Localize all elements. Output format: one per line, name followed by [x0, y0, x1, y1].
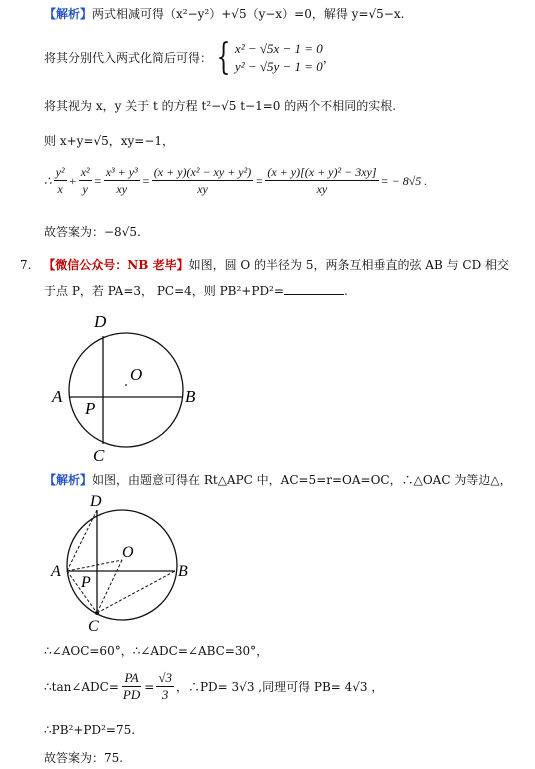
fraction-2-denominator: y	[82, 182, 88, 196]
question-7-line-2	[44, 283, 348, 299]
equals-sign: =	[93, 173, 102, 188]
analysis-tag: 【解析】	[44, 7, 93, 21]
solution-line-3: 将其视为 x，y 关于 t 的方程 t²−√5 t−1=0 的两个不相同的实根.	[44, 99, 397, 113]
plus-sign: +	[68, 173, 77, 188]
solution-step-1: ∴∠AOC=60°，∴∠ADC=∠ABC=30°，	[44, 644, 269, 658]
figure-2	[40, 495, 205, 635]
therefore-symbol: ∴	[44, 173, 52, 188]
equals-sign: =	[255, 173, 264, 188]
fraction-4-numerator: (x + y)(x² − xy + y²)	[153, 165, 252, 179]
solution-step-3: ∴PB²+PD²=75.	[44, 723, 136, 737]
fraction-3	[104, 164, 140, 197]
segment-ao	[67, 560, 122, 571]
answer-blank	[284, 283, 344, 295]
circle-o	[69, 333, 183, 447]
step-tail: ，∴PD= 3√3 ,同理可得 PB= 4√3 ，	[175, 679, 384, 694]
solution-text: 如图，由题意可得在 Rt△APC 中，AC=5=r=OA=OC，∴△OAC 为等边△，	[92, 473, 512, 487]
answer-line-1: 故答案为：−8√5.	[44, 225, 141, 239]
solution-line-1	[44, 6, 404, 22]
fraction-3-denominator: xy	[116, 182, 128, 196]
center-point	[125, 384, 127, 386]
label-o: O	[130, 365, 143, 384]
equals-sign: =	[144, 679, 155, 694]
equation-system	[212, 37, 335, 78]
system-equation-1: x² − √5x − 1 = 0	[234, 41, 323, 56]
label-c: C	[88, 618, 99, 635]
fraction-numerator: PA	[124, 670, 139, 685]
question-7	[20, 257, 509, 273]
fraction-chain	[44, 164, 427, 197]
fraction-5-numerator: (x + y)[(x + y)² − 3xy]	[267, 165, 377, 179]
fraction-2-numerator: x²	[80, 165, 90, 179]
solution-step-2	[44, 670, 383, 703]
label-c: C	[93, 446, 105, 465]
segment-ad	[67, 510, 97, 571]
fraction-3-numerator: x³ + y³	[105, 165, 138, 179]
equals-sign: =	[141, 173, 150, 188]
solution-line-4: 则 x+y=√5，xy=−1，	[44, 134, 175, 148]
label-d: D	[90, 495, 102, 510]
segment-cb	[97, 571, 175, 613]
label-o: O	[122, 544, 134, 561]
tan-lead: ∴tan∠ADC=	[44, 679, 119, 694]
fraction-1-denominator: x	[57, 182, 63, 196]
fraction-denominator: PD	[122, 687, 141, 702]
left-brace-icon: {	[216, 37, 231, 78]
segment-oc	[97, 560, 122, 613]
label-a: A	[52, 387, 63, 406]
system-tail: ，	[322, 51, 335, 65]
point-c-dot	[95, 611, 99, 615]
solution-intro	[44, 472, 512, 488]
fraction-4	[152, 164, 253, 197]
label-p: P	[85, 399, 96, 418]
fraction-1	[54, 164, 67, 197]
question-text: 如图，圆 O 的半径为 5，两条互相垂直的弦 AB 与 CD 相交	[188, 258, 510, 272]
fraction-numerator: √3	[158, 670, 172, 685]
answer-line-2: 故答案为：75.	[44, 751, 124, 765]
fraction-pa-pd	[121, 670, 142, 703]
fraction-1-numerator: y²	[55, 165, 65, 179]
figure-1	[40, 305, 210, 465]
fraction-sqrt3-3	[156, 670, 174, 703]
fraction-5-denominator: xy	[316, 182, 328, 196]
label-d: D	[94, 312, 107, 331]
fraction-2	[79, 164, 92, 197]
line-text: 两式相减可得（x²−y²）+√5（y−x）=0，解得 y=√5−x.	[92, 7, 405, 21]
label-p: P	[81, 574, 91, 591]
fraction-denominator: 3	[161, 687, 169, 702]
label-b: B	[178, 563, 188, 580]
fraction-4-denominator: xy	[197, 182, 208, 196]
label-b: B	[185, 387, 196, 406]
question-period: .	[343, 284, 348, 298]
analysis-tag: 【解析】	[44, 473, 93, 487]
fraction-5	[265, 164, 378, 197]
source-tag: 【微信公众号：NB 老毕】	[43, 258, 189, 272]
label-a: A	[51, 563, 61, 580]
result-value: = − 8√5 .	[380, 173, 428, 188]
solution-line-2	[44, 37, 335, 78]
question-text-2: 于点 P，若 PA=3， PC=4，则 PB²+PD²=	[44, 284, 284, 298]
line-text: 将其分别代入两式化简后可得：	[44, 51, 213, 65]
system-equation-2: y² − √5y − 1 = 0	[234, 59, 323, 74]
question-number: 7.	[20, 258, 32, 272]
circle-o	[67, 510, 177, 620]
